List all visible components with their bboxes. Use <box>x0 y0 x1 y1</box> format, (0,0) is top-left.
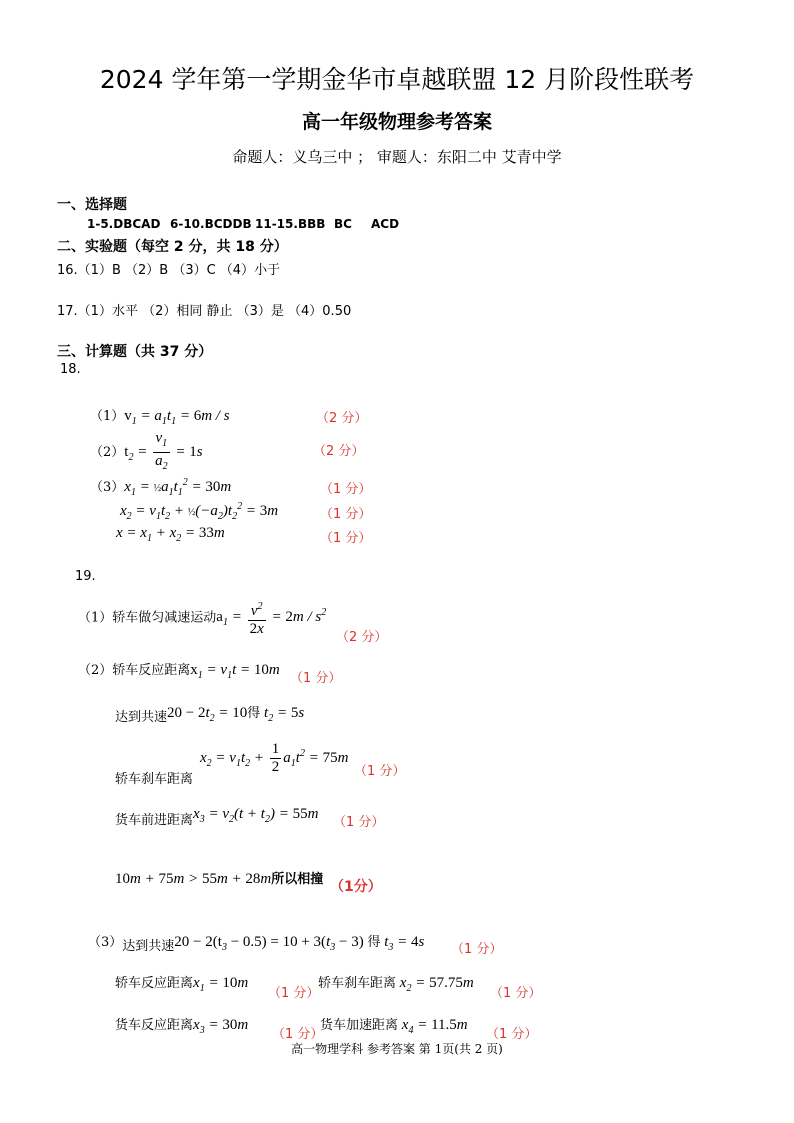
q19-get-label: 得 <box>247 706 261 721</box>
q19-get2-label: 得 <box>367 935 381 950</box>
q19-part2-label: （2）轿车反应距离 <box>78 663 191 678</box>
answer-group-2: 6-10.BCDDB <box>170 217 252 231</box>
q19-car-react-label: 轿车反应距离 <box>115 976 194 991</box>
q16-answers: 16.（1）B （2）B （3）C （4）小于 <box>57 263 281 278</box>
section2-heading: 二、实验题（每空 2 分，共 18 分） <box>57 239 288 255</box>
q18-eq3c: $x = x_1 + x_2 = 33m$ <box>116 525 225 544</box>
q18-part1 <box>90 405 230 427</box>
q19-brake-label: 轿车刹车距离 <box>115 772 194 787</box>
answer-group-5: ACD <box>371 217 400 231</box>
q19-car-distances <box>115 972 248 994</box>
q19-truck <box>115 803 319 828</box>
q19-part3 <box>88 931 424 953</box>
q19-car-brake-score: （1 分） <box>490 986 542 1001</box>
q19-eq-car-react: $x_1 = 10m$ <box>193 975 249 994</box>
q19-eq-common-speed: $20 - 2t_2 = 10$ <box>167 705 248 724</box>
q19-collide-score: （1分） <box>330 879 382 895</box>
q19-eq-t3: $20 - 2(t_3 - 0.5) = 10 + 3(t_3 - 3)$ <box>174 934 364 953</box>
q19-eq1: $a_1$ = $\frac{v^2}{2x}$ = $2m / s^2$ <box>216 609 326 625</box>
q19-eq-collide: 10m + 75m > 55m + 28m <box>115 871 272 887</box>
q19-truck-distances <box>115 1014 248 1036</box>
q19-part2 <box>78 659 280 681</box>
q19-truck-accel <box>320 1014 468 1036</box>
q18-part2 <box>90 430 203 475</box>
page-footer: 高一物理学科 参考答案 第 1页(共 2 页) <box>291 1042 503 1056</box>
q19-truck-react-score: （1 分） <box>272 1027 324 1042</box>
q19-truck-accel-score: （1 分） <box>486 1027 538 1042</box>
page-title: 2024 学年第一学期金华市卓越联盟 12 月阶段性联考 <box>99 65 695 94</box>
q19-part2-score: （1 分） <box>290 671 342 686</box>
page-subtitle: 高一年级物理参考答案 <box>301 111 492 133</box>
q19-part1 <box>78 598 326 638</box>
section1-heading: 一、选择题 <box>57 197 127 213</box>
q18-eq3a: $x_1$ = $\frac{1}{2}a_1t_1^2 = 30m$ <box>124 477 232 498</box>
q19-car-react-score: （1 分） <box>268 986 320 1001</box>
q18-part3-label: （3） <box>90 480 125 495</box>
q19-collide <box>115 868 323 888</box>
q19-common-speed-label: 达到共速 <box>115 710 168 725</box>
answer-group-1: 1-5.DBCAD <box>87 217 161 231</box>
q19-part1-score: （2 分） <box>336 630 388 645</box>
q17-answers: 17.（1）水平 （2）相同 静止 （3）是 （4）0.50 <box>57 304 352 319</box>
q19-eq-x3: $x_3 = v_2(t + t_2) = 55m$ <box>193 806 319 825</box>
q18-part3 <box>90 476 231 498</box>
q18-eq3b: $x_2 = v_1t_2$ + $\frac{1}{2}(-a_2)t_2^2 = 3m$ <box>120 501 279 522</box>
q19-truck-accel-label: 货车加速距离 <box>320 1018 399 1033</box>
q19-common-speed2-label: 达到共速 <box>122 939 175 954</box>
q19-eq-t3-val: $t_3 = 4s$ <box>384 934 425 953</box>
answer-group-3: 11-15.BBB <box>255 217 326 231</box>
q19-part1-label: （1）轿车做匀减速运动 <box>78 610 217 626</box>
q19-truck-react-label: 货车反应距离 <box>115 1018 194 1033</box>
q19-eq-car-brake: $x_2 = 57.75m$ <box>399 975 474 994</box>
q19-part3-label: （3） <box>88 935 123 950</box>
q18-eq1: $v_1 = a_1t_1 = 6m / s$ <box>124 408 230 427</box>
section3-heading: 三、计算题（共 37 分） <box>57 344 213 360</box>
answer-group-4: BC <box>334 217 352 231</box>
q19-car-brake <box>318 972 474 994</box>
q18-part2-label: （2） <box>90 444 125 460</box>
q19-eq2: $x_1 = v_1t = 10m$ <box>190 662 280 681</box>
q19-eq-t2: $t_2 = 5s$ <box>264 705 305 724</box>
q19-truck-forward-label: 货车前进距离 <box>115 813 194 828</box>
q19-eq-x2: $x_2 = v_1t_2$ + $\frac{1}{2}$ $a_1t^2 = 75m$ <box>200 741 349 775</box>
q18-part1-score: （2 分） <box>316 411 368 426</box>
q19-eq-x3-score: （1 分） <box>333 815 385 830</box>
q18-part1-label: （1） <box>90 409 125 424</box>
q19-eq-x2-score: （1 分） <box>354 764 406 779</box>
q19-so-collide: 所以相撞 <box>271 872 324 887</box>
authors-line: 命题人：义乌三中 ； 审题人：东阳二中 艾青中学 <box>232 148 562 166</box>
q18-eq2: $t_2$ = $\frac{v_1}{a_2}$ = 1s <box>124 430 203 472</box>
q19-eq-truck-react: $x_3 = 30m$ <box>193 1017 249 1036</box>
q18-eq3a-score: （1 分） <box>320 482 372 497</box>
q19-car-brake-label: 轿车刹车距离 <box>318 976 397 991</box>
q18-part2-score: （2 分） <box>313 444 365 459</box>
q18-number: 18. <box>60 362 81 377</box>
q19-common-speed <box>115 702 304 724</box>
q18-eq3b-score: （1 分） <box>320 507 372 522</box>
q19-number: 19. <box>75 569 96 584</box>
q19-part3-score: （1 分） <box>451 942 503 957</box>
q18-eq3c-score: （1 分） <box>320 531 372 546</box>
q19-eq-truck-accel: $x_4 = 11.5m$ <box>401 1017 468 1036</box>
